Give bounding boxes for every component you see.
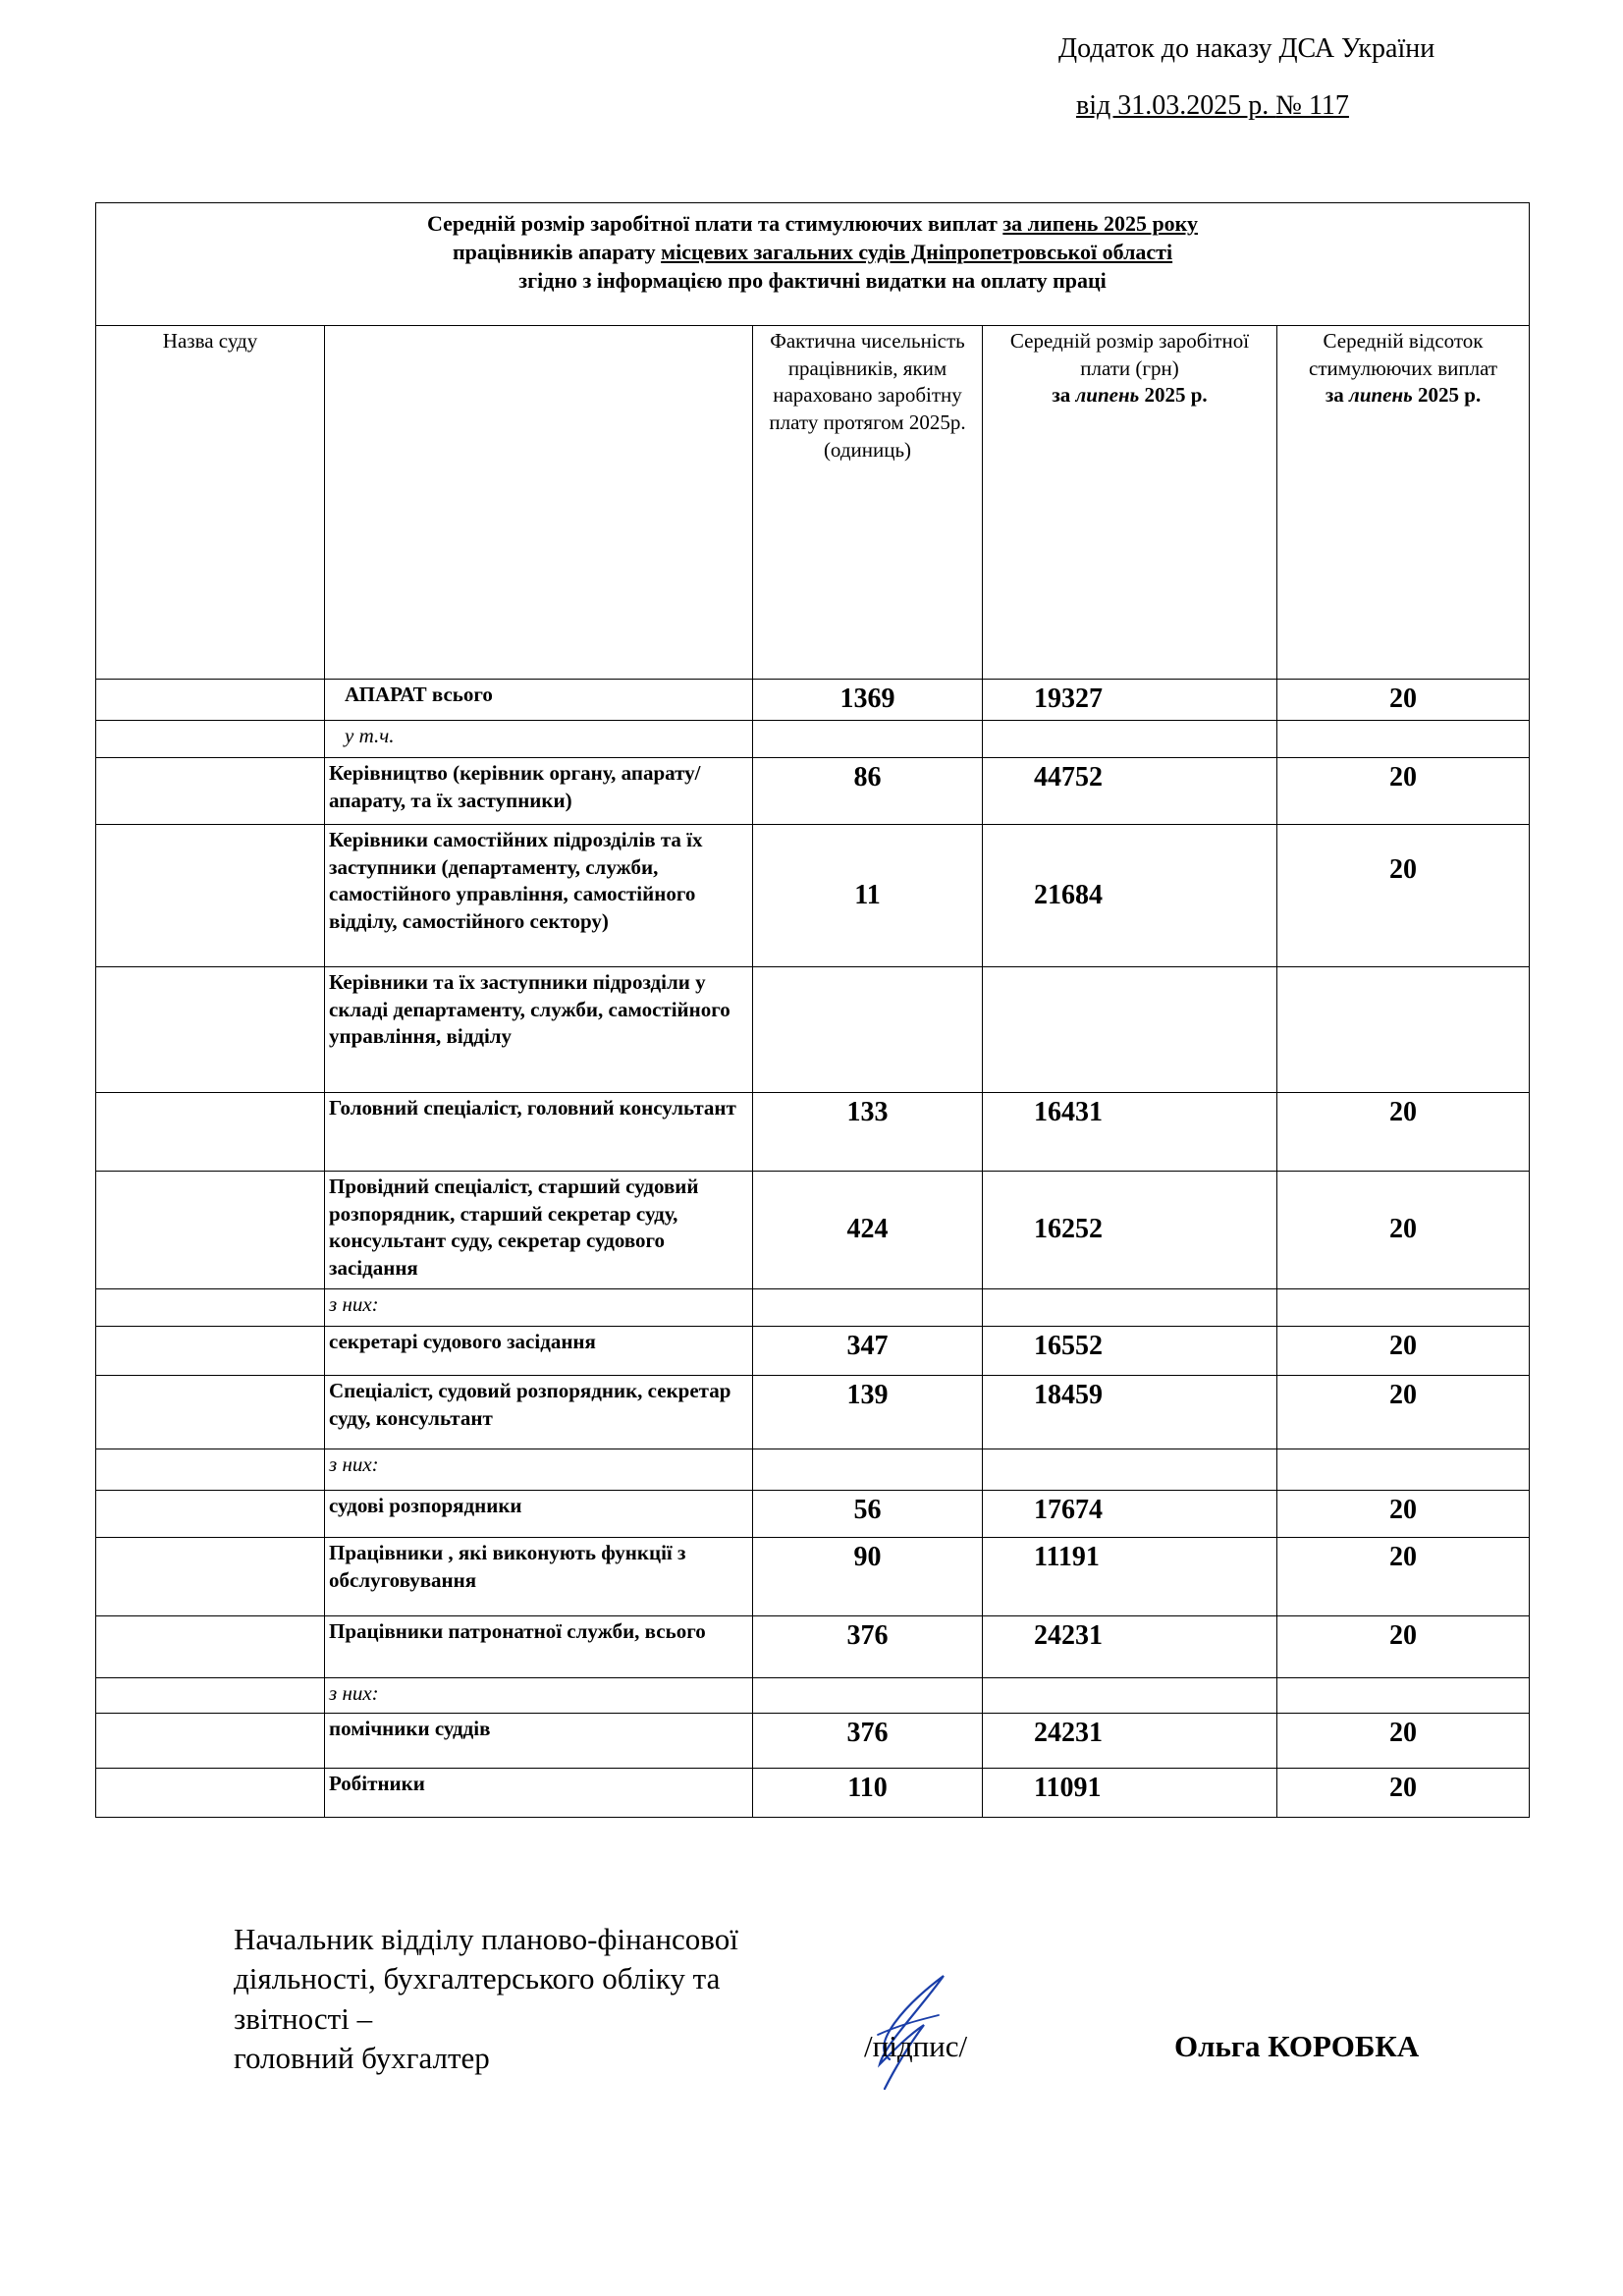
- row-count: 110: [753, 1769, 983, 1818]
- row-count: 1369: [753, 680, 983, 721]
- row-label: Керівники та їх заступники підрозділи у складі департаменту, служби, самостійного управління, відділу: [325, 967, 753, 1093]
- position-line-4: головний бухгалтер: [234, 2040, 490, 2075]
- row-bonus: [1277, 1449, 1530, 1491]
- row-bonus: [1277, 967, 1530, 1093]
- header-salary: Середній розмір заробітної плати (грн) за липень 2025 р.: [983, 326, 1277, 680]
- court-cell: [96, 1172, 325, 1289]
- row-label: Керівники самостійних підрозділів та їх заступники (департаменту, служби, самостійного управління, самостійного відділу, самостійного сектору): [325, 825, 753, 967]
- court-cell: [96, 721, 325, 758]
- order-date: від 31.03.2025 р.: [1076, 90, 1276, 121]
- court-cell: [96, 1714, 325, 1769]
- row-count: 86: [753, 758, 983, 825]
- row-salary: 24231: [983, 1714, 1277, 1769]
- row-count: [753, 1449, 983, 1491]
- row-bonus: 20: [1277, 758, 1530, 825]
- row-count: 347: [753, 1327, 983, 1376]
- court-cell: [96, 1327, 325, 1376]
- row-count: 376: [753, 1714, 983, 1769]
- row-count: 139: [753, 1376, 983, 1449]
- row-salary: 16552: [983, 1327, 1277, 1376]
- row-bonus: 20: [1277, 1376, 1530, 1449]
- court-cell: [96, 1678, 325, 1714]
- row-bonus: 20: [1277, 1093, 1530, 1172]
- row-salary: 18459: [983, 1376, 1277, 1449]
- row-count: 424: [753, 1172, 983, 1289]
- row-bonus: 20: [1277, 1538, 1530, 1616]
- row-bonus: 20: [1277, 1491, 1530, 1538]
- row-label: АПАРАТ всього: [325, 680, 753, 721]
- row-salary: 16252: [983, 1172, 1277, 1289]
- row-salary: 17674: [983, 1491, 1277, 1538]
- order-number: № 117: [1275, 90, 1349, 121]
- position-line-2: діяльності, бухгалтерського обліку та: [234, 1961, 721, 1996]
- order-number-wrap: [1275, 90, 1349, 121]
- row-label: Працівники , які виконують функції з обслуговування: [325, 1538, 753, 1616]
- row-label: Працівники патронатної служби, всього: [325, 1616, 753, 1678]
- row-salary: [983, 1289, 1277, 1327]
- row-bonus: 20: [1277, 1327, 1530, 1376]
- row-label: Провідний спеціаліст, старший судовий розпорядник, старший секретар суду, консультант суду, секретар судового засідання: [325, 1172, 753, 1289]
- title-line-3: згідно з інформацією про фактичні видатки на оплату праці: [518, 268, 1107, 294]
- row-label: секретарі судового засідання: [325, 1327, 753, 1376]
- court-cell: [96, 1491, 325, 1538]
- court-cell: [96, 967, 325, 1093]
- court-cell: [96, 1449, 325, 1491]
- row-bonus: 20: [1277, 1616, 1530, 1678]
- row-label: у т.ч.: [325, 721, 753, 758]
- row-label: Робітники: [325, 1769, 753, 1818]
- title-line-2: працівників апарату місцевих загальних судів Дніпропетровської області: [452, 240, 1173, 265]
- row-salary: [983, 1678, 1277, 1714]
- court-cell: [96, 825, 325, 967]
- attachment-title: Додаток до наказу ДСА України: [1058, 33, 1435, 64]
- row-salary: 11191: [983, 1538, 1277, 1616]
- header-blank: [325, 326, 753, 680]
- signatory-position: [234, 1920, 738, 2078]
- salary-report-sheet: [95, 202, 1529, 1818]
- row-label: з них:: [325, 1449, 753, 1491]
- row-bonus: 20: [1277, 680, 1530, 721]
- row-count: [753, 1678, 983, 1714]
- row-label: Спеціаліст, судовий розпорядник, секретар суду, консультант: [325, 1376, 753, 1449]
- salary-table: [95, 202, 1530, 1818]
- court-cell: [96, 1289, 325, 1327]
- court-cell: [96, 1538, 325, 1616]
- row-label: з них:: [325, 1678, 753, 1714]
- header-count: Фактична чисельність працівників, яким нараховано заробітну плату протягом 2025р.(одиниць): [753, 326, 983, 680]
- row-salary: 19327: [983, 680, 1277, 721]
- row-salary: 24231: [983, 1616, 1277, 1678]
- court-cell: [96, 1769, 325, 1818]
- signatory-name: Ольга КОРОБКА: [1174, 2029, 1420, 2063]
- row-count: 11: [753, 825, 983, 967]
- row-salary: [983, 1449, 1277, 1491]
- header-bonus: Середній відсоток стимулюючих виплат за липень 2025 р.: [1277, 326, 1530, 680]
- court-cell: [96, 1616, 325, 1678]
- row-label: помічники суддів: [325, 1714, 753, 1769]
- row-count: [753, 1289, 983, 1327]
- row-salary: [983, 721, 1277, 758]
- row-salary: [983, 967, 1277, 1093]
- table-title: [96, 203, 1530, 326]
- row-salary: 16431: [983, 1093, 1277, 1172]
- row-salary: 44752: [983, 758, 1277, 825]
- row-count: [753, 967, 983, 1093]
- row-label: Головний спеціаліст, головний консультант: [325, 1093, 753, 1172]
- row-bonus: 20: [1277, 1769, 1530, 1818]
- court-cell: [96, 1376, 325, 1449]
- row-salary: 21684: [983, 825, 1277, 967]
- row-bonus: 20: [1277, 1714, 1530, 1769]
- row-count: 376: [753, 1616, 983, 1678]
- row-count: 90: [753, 1538, 983, 1616]
- row-salary: 11091: [983, 1769, 1277, 1818]
- signature-mark: /підпис/: [864, 2029, 968, 2063]
- position-line-1: Начальник відділу планово-фінансової: [234, 1922, 738, 1956]
- row-bonus: 20: [1277, 825, 1530, 967]
- row-label: з них:: [325, 1289, 753, 1327]
- header-court-name: Назва суду: [96, 326, 325, 680]
- row-bonus: 20: [1277, 1172, 1530, 1289]
- court-cell: [96, 680, 325, 721]
- row-count: 133: [753, 1093, 983, 1172]
- row-bonus: [1277, 1289, 1530, 1327]
- position-line-3: звітності –: [234, 2000, 373, 2036]
- court-cell: [96, 758, 325, 825]
- row-count: [753, 721, 983, 758]
- attachment-order-ref: [1076, 90, 1349, 122]
- row-label: Керівництво (керівник органу, апарату/апарату, та їх заступники): [325, 758, 753, 825]
- row-bonus: [1277, 1678, 1530, 1714]
- row-label: судові розпорядники: [325, 1491, 753, 1538]
- court-cell: [96, 1093, 325, 1172]
- row-bonus: [1277, 721, 1530, 758]
- title-line-1: Середній розмір заробітної плати та стимулюючих виплат за липень 2025 року: [427, 211, 1199, 236]
- row-count: 56: [753, 1491, 983, 1538]
